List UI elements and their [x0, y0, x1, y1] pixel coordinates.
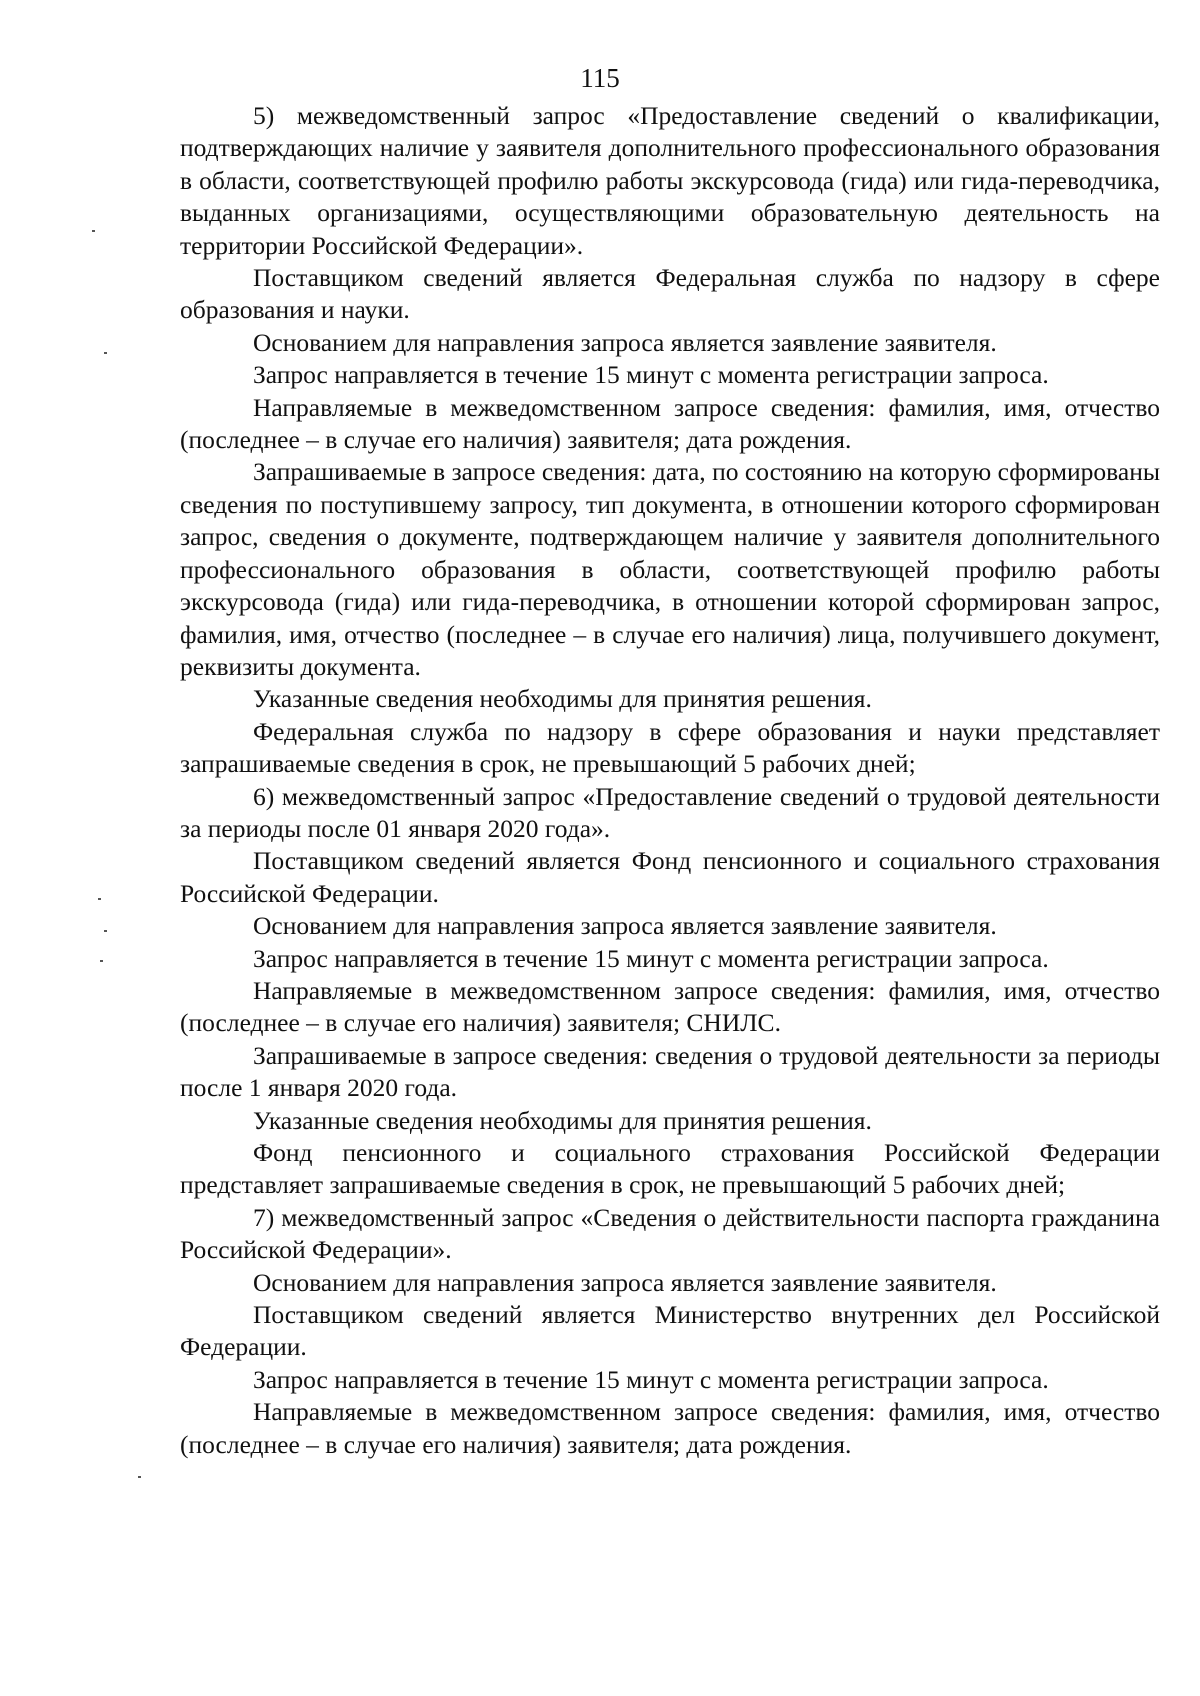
- paragraph: Направляемые в межведомственном запросе сведения: фамилия, имя, отчество (последнее – в случае его наличия) заявителя; дата рождения.: [180, 1397, 1160, 1459]
- paragraph: Направляемые в межведомственном запросе сведения: фамилия, имя, отчество (последнее – в случае его наличия) заявителя; дата рождения.: [180, 392, 1160, 455]
- scan-speck: [104, 352, 107, 354]
- paragraph: Основанием для направления запроса является заявление заявителя.: [253, 1267, 997, 1297]
- paragraph: Указанные сведения необходимы для принятия решения.: [253, 684, 872, 714]
- paragraph: Фонд пенсионного и социального страхования Российской Федерации представляет запрашиваемые сведения в срок, не превышающий 5 рабочих дней;: [180, 1138, 1160, 1200]
- page-number: 115: [580, 63, 620, 93]
- paragraph: Запрос направляется в течение 15 минут с момента регистрации запроса.: [253, 360, 1049, 390]
- scan-speck: [98, 898, 101, 900]
- paragraph: Поставщиком сведений является Фонд пенсионного и социального страхования Российской Федерации.: [180, 846, 1160, 908]
- paragraph: Запрос направляется в течение 15 минут с момента регистрации запроса.: [253, 943, 1049, 973]
- paragraph: 5) межведомственный запрос «Предоставление сведений о квалификации, подтверждающих наличие у заявителя дополнительного профессионального образования в области, соответствующей профилю работы экскурсовода (гида) или гида-переводчика, выданных организациями, осуществляющими образовательную деятельность на территории Российской Федерации».: [180, 101, 1160, 260]
- paragraph: Федеральная служба по надзору в сфере образования и науки представляет запрашиваемые сведения в срок, не превышающий 5 рабочих дней;: [180, 716, 1160, 779]
- paragraph: Запрашиваемые в запросе сведения: сведения о трудовой деятельности за периоды после 1 января 2020 года.: [180, 1040, 1160, 1103]
- paragraph: Направляемые в межведомственном запросе сведения: фамилия, имя, отчество (последнее – в случае его наличия) заявителя; СНИЛС.: [180, 975, 1160, 1038]
- paragraph: 7) межведомственный запрос «Сведения о действительности паспорта гражданина Российской Федерации».: [180, 1202, 1160, 1265]
- scan-speck: [100, 960, 103, 962]
- paragraph: Указанные сведения необходимы для принятия решения.: [253, 1105, 872, 1135]
- scan-speck: [92, 230, 95, 232]
- paragraph: Запрос направляется в течение 15 минут с момента регистрации запроса.: [253, 1364, 1049, 1394]
- scan-speck: [138, 1476, 141, 1478]
- paragraph: Поставщиком сведений является Министерство внутренних дел Российской Федерации.: [180, 1300, 1160, 1362]
- paragraph: Основанием для направления запроса является заявление заявителя.: [253, 327, 997, 357]
- paragraph: Основанием для направления запроса является заявление заявителя.: [253, 911, 997, 941]
- scan-speck: [104, 930, 107, 932]
- paragraph: Запрашиваемые в запросе сведения: дата, по состоянию на которую сформированы сведения по поступившему запросу, тип документа, в отношении которого сформирован запрос, сведения о документе, подтверждающем наличие у заявителя дополнительного профессионального образования в области, соответствующей профилю работы экскурсовода (гида) или гида-переводчика, в отношении которой сформирован запрос, фамилия, имя, отчество (последнее – в случае его наличия) лица, получившего документ, реквизиты документа.: [180, 457, 1160, 681]
- paragraph: Поставщиком сведений является Федеральная служба по надзору в сфере образования и науки.: [180, 263, 1160, 325]
- document-body: [180, 100, 1160, 1461]
- paragraph: 6) межведомственный запрос «Предоставление сведений о трудовой деятельности за периоды после 01 января 2020 года».: [180, 781, 1160, 843]
